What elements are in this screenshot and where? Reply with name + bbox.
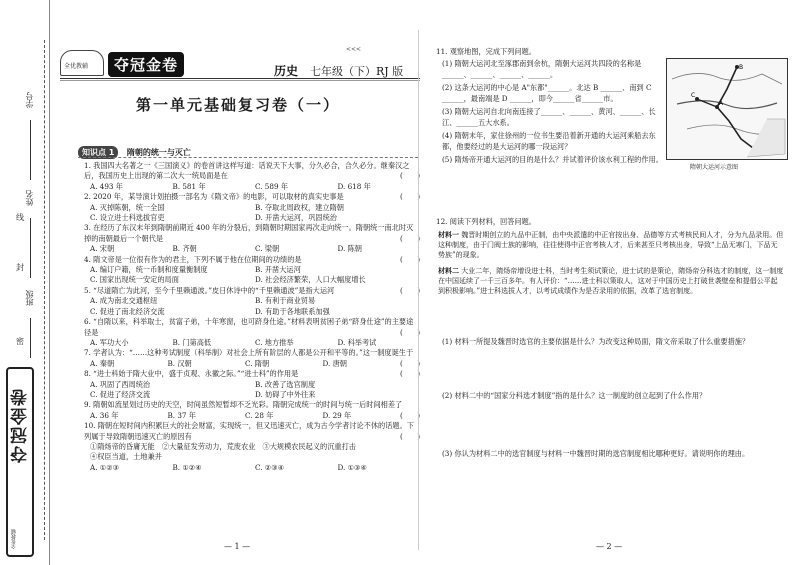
option: B. ①②④ xyxy=(172,462,202,472)
svg-text:B: B xyxy=(739,64,744,71)
question-10 xyxy=(84,421,420,473)
answer-paren: ( ) xyxy=(400,192,420,202)
seal-word-line: 线 xyxy=(16,213,24,222)
logo-title: 夺冠金卷 xyxy=(108,52,184,77)
margin-brand-logo xyxy=(6,367,34,557)
option: D. 开凿大运河，巩固统治 xyxy=(255,213,337,223)
option: B. 门第高低 xyxy=(172,337,212,347)
option: B. 齐朝 xyxy=(172,244,197,254)
option: C. 国家出现统一安定的局面 xyxy=(90,275,179,285)
material-1-label: 材料一 xyxy=(438,230,459,239)
answer-paren: ( ) xyxy=(400,254,420,264)
question-list xyxy=(84,161,420,473)
material-2-text: 大业二年，隋炀帝增设进士科，当时考生须试策论，进士试的是策论，隋炀帝分科选才的制度，这一制度在中国延续了一千三百多年。有人评价：“……进士科以策取人，这对于中国历史上打破世袭壁垒和提倡公平起到积极影响。”进士科选拔人才，以考试成绩作为是否录用的依据，改革了选官制度。 xyxy=(438,267,784,296)
question-7 xyxy=(84,348,420,369)
header-rule xyxy=(60,78,420,79)
knowledge-point-tag: 知识点 1 xyxy=(78,146,118,159)
subject-header xyxy=(274,62,403,79)
question-5 xyxy=(84,286,420,317)
question-8 xyxy=(84,369,420,400)
seal-dashed-line xyxy=(44,40,45,540)
option: B. 开凿大运河 xyxy=(255,265,301,275)
question-3 xyxy=(84,223,420,254)
header-rule-thin xyxy=(60,80,420,81)
question-6 xyxy=(84,317,420,348)
option: B. 有利于商业贸易 xyxy=(255,296,316,306)
question-11-part-2: (2) 这条大运河的中心是 A"东都"______。北达 B ______、南到 C ______，最南端是 D ______，即今______省______市。 xyxy=(442,83,652,104)
seal-word-secret: 密 xyxy=(16,337,24,346)
book-icon xyxy=(60,50,104,76)
option: B. 夺取北周政权，建立隋朝 xyxy=(255,202,344,212)
option: C. 地方推举 xyxy=(255,337,294,347)
arrows-decoration: <<< xyxy=(346,46,362,53)
answer-paren: ( ) xyxy=(400,358,420,368)
option: B. 37 年 xyxy=(167,410,196,420)
page-fold-divider xyxy=(418,30,419,550)
answer-paren: ( ) xyxy=(400,285,420,295)
question-stem: 6. “自隋以来，科举取士，贫富子弟，十年寒窗，也可跻身仕途。”材料表明贫困子弟“跻身仕途”的主要途径是 xyxy=(84,317,414,337)
option: B. 581 年 xyxy=(172,181,206,191)
question-items: ①隋炀帝的昏庸无能 ②大量征发劳动力，荒废农业 ③大规模农民起义的沉重打击 xyxy=(90,441,356,451)
material-1 xyxy=(438,230,784,261)
map-drawing xyxy=(667,59,787,159)
map-caption: 隋朝大运河示意图 xyxy=(690,164,739,171)
left-page xyxy=(56,0,420,565)
option: D. 妨碍了中外往来 xyxy=(255,389,316,399)
answer-paren: ( ) xyxy=(400,431,420,441)
seal-word-seal: 封 xyxy=(16,263,24,272)
question-12-part-3: (3) 你认为材料二中的选官制度与材料一中魏晋时期的选官制度相比哪种更好。请说明你的理由。 xyxy=(442,449,750,458)
option: A. 36 年 xyxy=(90,410,119,420)
question-1 xyxy=(84,161,420,192)
field-name-line xyxy=(30,218,31,278)
option: C. 28 年 xyxy=(245,410,274,420)
svg-text:C: C xyxy=(691,92,696,99)
material-1-text: 魏晋时期创立的九品中正制，由中央派遣的中正官按出身、品德等方式考核民间人才，分为九品录用。但这种制度，由于门阀士族的影响，往往使得中正官考核人才，后来甚至只考核出身，导致“上品无寒门，下品无势族”的现象。 xyxy=(438,231,784,260)
field-class-label: 班级 xyxy=(25,290,34,306)
option: A. 军功大小 xyxy=(90,337,129,347)
question-stem: 3. 在经历了东汉末年到隋朝前期近 400 年的分裂后，到隋朝时期国家再次走向统一。隋朝统一南北时灭掉的南朝最后一个朝代是 xyxy=(84,223,414,243)
field-class-line xyxy=(30,318,31,358)
answer-paren: ( ) xyxy=(400,233,420,243)
question-11-part-3: (3) 隋朝大运河自北向南连接了______、______、黄河、______、长江、______五大水系。 xyxy=(442,107,656,128)
question-items: ④权臣当道，土地兼并 xyxy=(90,452,162,462)
option: D. 618 年 xyxy=(337,181,371,191)
option: B. 改善了选官制度 xyxy=(255,379,316,389)
question-stem: 2. 2020 年，某导演计划拍摄一部名为《隋文帝》的电影，可以取材的真实史事是 xyxy=(84,192,344,202)
question-11-intro: 11. 观察地图，完成下列问题。 xyxy=(436,47,536,56)
question-stem: 5. “尽道隋亡为此河，至今千里赖通波。”皮日休诗中的“千里赖通波”是指大运河 xyxy=(84,285,335,295)
option: A. 巩固了西周统治 xyxy=(90,379,151,389)
question-12-part-1: (1) 材料一所提及魏晋时选官的主要依据是什么？为改变这种局面，隋文帝采取了什么重要措施？ xyxy=(442,337,750,346)
option: C. ②③④ xyxy=(255,462,285,472)
margin-brand-text: 夺冠金卷 xyxy=(11,387,31,463)
option: C. 促进了南北经济交流 xyxy=(90,306,165,316)
grand-canal-map xyxy=(666,58,788,160)
option: D. 陈朝 xyxy=(337,244,362,254)
question-12-intro: 12. 阅读下列材料，回答问题。 xyxy=(436,217,536,226)
page-title: 第一单元基础复习卷（一） xyxy=(135,96,340,114)
option: C. 促进了经济交流 xyxy=(90,389,151,399)
answer-paren: ( ) xyxy=(400,369,420,379)
option: C. 梁朝 xyxy=(255,244,280,254)
page-number-left: — 1 — xyxy=(224,542,251,551)
knowledge-point-divider xyxy=(78,157,418,158)
question-stem: 7. 学者认为：“……这种考试制度（科举制）对社会上所有阶层的人都是公开和平等的。”这一制度诞生于 xyxy=(84,348,414,358)
field-student-id-line xyxy=(30,120,31,180)
question-stem: 8. “进士科始于隋大业中，盛于贞观、永徽之际。”“进士科”的作用是 xyxy=(84,369,299,379)
answer-paren: ( ) xyxy=(400,327,420,337)
grade: 七年级（下）RJ 版 xyxy=(310,65,404,78)
svg-text:A: A xyxy=(719,100,724,107)
option: A. 灭掉陈朝，统一全国 xyxy=(90,202,165,212)
question-2 xyxy=(84,192,420,223)
page-number-right: — 2 — xyxy=(596,542,623,551)
field-student-id-label: 学号 xyxy=(25,92,34,108)
question-stem: 10. 隋朝在短时间内积累巨大的社会财富，实现统一，但又迅速灭亡，成为古今学者讨论不休的话题。下列属于导致隋朝迅速灭亡的原因有 xyxy=(84,421,414,441)
material-2-label: 材料二 xyxy=(438,266,459,275)
option: D. 29 年 xyxy=(322,410,352,420)
option: A. ①②③ xyxy=(90,462,120,472)
question-4 xyxy=(84,255,420,286)
binding-margin xyxy=(0,0,50,565)
option: D. 科举考试 xyxy=(337,337,377,347)
logo-small-text: 全优教辅 xyxy=(64,63,89,70)
header-logo xyxy=(60,50,184,76)
option: A. 成为南北交通枢纽 xyxy=(90,296,158,306)
subject: 历史 xyxy=(274,64,299,78)
option: D. 社会经济繁荣，人口大幅度增长 xyxy=(255,275,366,285)
option: D. 唐朝 xyxy=(322,358,347,368)
option: A. 493 年 xyxy=(90,181,123,191)
question-11-part-1: (1) 隋朝大运河北至涿郡南到余杭，隋朝大运河共四段的名称是______、______、______、______。 xyxy=(442,59,642,80)
answer-paren: ( ) xyxy=(400,410,420,420)
option: C. 隋朝 xyxy=(245,358,270,368)
question-stem: 9. 隋朝如流星划过历史的天空，时间虽然短暂却不乏光彩。隋朝完成统一的时间与统一后时间相差了 xyxy=(84,400,403,410)
answer-paren: ( ) xyxy=(400,171,420,181)
question-stem: 4. 隋文帝是一位很有作为的君主，下列不属于他在位期间的功绩的是 xyxy=(84,254,302,264)
question-11-part-4: (4) 隋朝末年，家住徐州的一位书生要沿着新开通的大运河乘船去东都，他要经过的是大运河的哪一段运河？ xyxy=(442,131,656,152)
question-9 xyxy=(84,400,420,421)
question-stem: 1. 我国四大名著之一《三国演义》的卷首讲这样写道：话说天下大事，分久必合，合久必分。继秦汉之后，我国历史上出现的第二次大一统局面是在 xyxy=(84,161,410,181)
question-12-part-2: (2) 材料二中的“国家分科选才制度”指的是什么？这一制度的创立起到了什么作用？ xyxy=(442,391,707,400)
option: A. 秦朝 xyxy=(90,358,115,368)
knowledge-point-title: 隋朝的统一与灭亡 xyxy=(126,148,191,157)
margin-brand-small: 全优教辅 xyxy=(11,529,17,549)
field-name-label: 姓名 xyxy=(25,190,34,206)
right-page xyxy=(428,0,794,565)
option: C. 589 年 xyxy=(255,181,289,191)
material-2 xyxy=(438,266,784,297)
option: B. 汉朝 xyxy=(167,358,192,368)
option: A. 编订户籍，统一币制和度量衡制度 xyxy=(90,265,208,275)
option: A. 宋朝 xyxy=(90,244,115,254)
question-11-part-5: (5) 隋炀帝开通大运河的目的是什么？并试着评价该水利工程的作用。 xyxy=(442,155,663,164)
option: C. 设立进士科选拔官吏 xyxy=(90,213,165,223)
option: D. ①③④ xyxy=(337,462,367,472)
option: D. 有助于各地联系加强 xyxy=(255,306,330,316)
